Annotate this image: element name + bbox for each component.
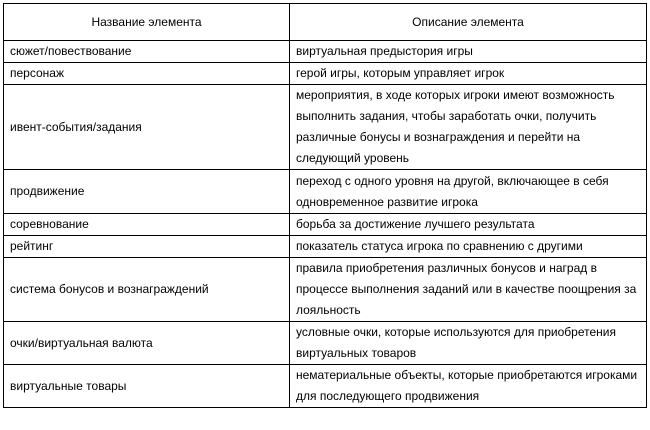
table-row	[4, 170, 647, 214]
table-row	[4, 236, 647, 258]
element-name-cell: система бонусов и вознаграждений	[4, 258, 290, 322]
element-description-cell: правила приобретения различных бонусов и наград в процессе выполнения заданий или в качестве поощрения за лояльность	[290, 258, 647, 322]
element-name-cell: ивент-события/задания	[4, 85, 290, 170]
element-description-cell: виртуальная предыстория игры	[290, 41, 647, 63]
table-row	[4, 214, 647, 236]
table-row	[4, 365, 647, 408]
table-row	[4, 258, 647, 322]
table-row	[4, 41, 647, 63]
element-name-cell: очки/виртуальная валюта	[4, 322, 290, 365]
elements-table	[3, 3, 647, 408]
element-description-cell: мероприятия, в ходе которых игроки имеют возможность выполнить задания, чтобы заработать очки, получить различные бонусы и вознаграждения и перейти на следующий уровень	[290, 85, 647, 170]
element-name-cell: соревнование	[4, 214, 290, 236]
table-row	[4, 85, 647, 170]
table-row	[4, 322, 647, 365]
element-description-cell: показатель статуса игрока по сравнению с другими	[290, 236, 647, 258]
element-description-cell: условные очки, которые используются для приобретения виртуальных товаров	[290, 322, 647, 365]
element-description-cell: герой игры, которым управляет игрок	[290, 63, 647, 85]
element-name-cell: персонаж	[4, 63, 290, 85]
element-name-cell: рейтинг	[4, 236, 290, 258]
column-header-name: Название элемента	[4, 4, 290, 41]
column-header-description: Описание элемента	[290, 4, 647, 41]
element-description-cell: переход с одного уровня на другой, включающее в себя одновременное развитие игрока	[290, 170, 647, 214]
element-name-cell: сюжет/повествование	[4, 41, 290, 63]
element-description-cell: нематериальные объекты, которые приобретаются игроками для последующего продвижения	[290, 365, 647, 408]
element-description-cell: борьба за достижение лучшего результата	[290, 214, 647, 236]
element-name-cell: продвижение	[4, 170, 290, 214]
table-row	[4, 63, 647, 85]
header-row	[4, 4, 647, 41]
element-name-cell: виртуальные товары	[4, 365, 290, 408]
